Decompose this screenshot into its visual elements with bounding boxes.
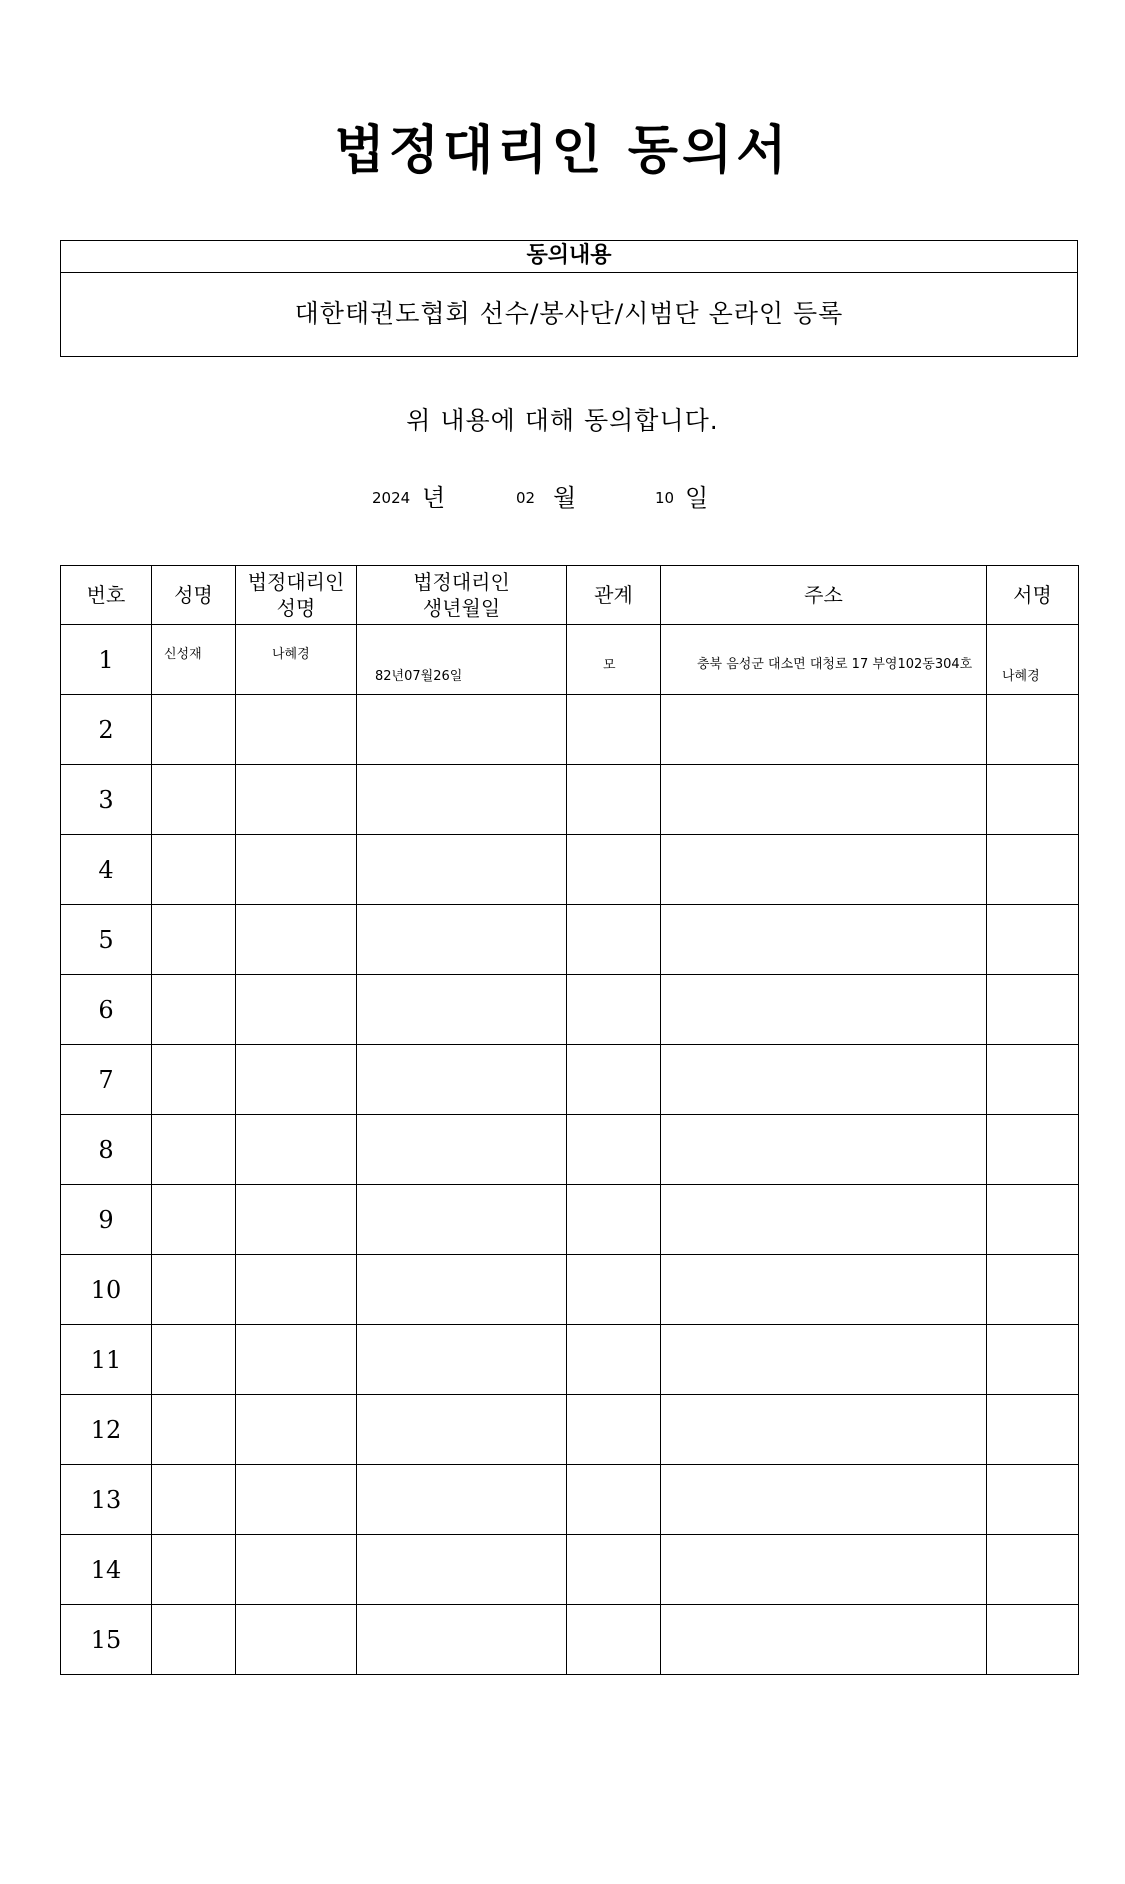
table-row — [61, 905, 1079, 975]
header-guardian-name-line2: 성명 — [276, 596, 316, 620]
cell-name — [152, 765, 236, 835]
cell-signature — [987, 1255, 1079, 1325]
cell-guardian-name — [236, 765, 357, 835]
cell-signature — [987, 1465, 1079, 1535]
cell-name — [152, 1465, 236, 1535]
cell-guardian-name — [236, 625, 357, 695]
guardian-roster-table — [60, 565, 1079, 1675]
row-number-cell: 12 — [61, 1395, 152, 1465]
table-header-row — [61, 566, 1079, 625]
cell-name — [152, 835, 236, 905]
cell-signature — [987, 695, 1079, 765]
cell-guardian-birth — [357, 1255, 567, 1325]
cell-address — [661, 695, 987, 765]
row-number-cell: 3 — [61, 765, 152, 835]
entry-address: 충북 음성군 대소면 대청로 17 부영102동304호 — [697, 657, 973, 672]
table-row — [61, 765, 1079, 835]
cell-name — [152, 1605, 236, 1675]
cell-relation — [567, 905, 661, 975]
cell-guardian-name — [236, 1395, 357, 1465]
cell-guardian-name — [236, 1115, 357, 1185]
date-year-unit: 년 — [422, 484, 446, 512]
row-number-cell: 14 — [61, 1535, 152, 1605]
cell-guardian-birth — [357, 1465, 567, 1535]
header-guardian-birth-line2: 생년월일 — [422, 596, 501, 620]
table-row — [61, 1465, 1079, 1535]
cell-name — [152, 1255, 236, 1325]
cell-guardian-birth — [357, 1395, 567, 1465]
cell-name — [152, 695, 236, 765]
cell-name — [152, 1045, 236, 1115]
header-signature: 서명 — [987, 566, 1079, 625]
cell-relation — [567, 1605, 661, 1675]
header-guardian-birth — [357, 566, 567, 625]
cell-relation — [567, 975, 661, 1045]
cell-signature — [987, 625, 1079, 695]
cell-signature — [987, 1395, 1079, 1465]
cell-name — [152, 1535, 236, 1605]
cell-signature — [987, 1045, 1079, 1115]
date-year: 2024 — [372, 489, 411, 507]
cell-relation — [567, 1045, 661, 1115]
cell-relation — [567, 1115, 661, 1185]
row-number-cell: 7 — [61, 1045, 152, 1115]
cell-guardian-name — [236, 1535, 357, 1605]
cell-name — [152, 1115, 236, 1185]
consent-content-body: 대한태권도협회 선수/봉사단/시범단 온라인 등록 — [294, 299, 844, 328]
row-number-cell: 11 — [61, 1325, 152, 1395]
cell-guardian-name — [236, 1045, 357, 1115]
consent-content-box — [60, 240, 1078, 357]
cell-relation — [567, 835, 661, 905]
header-guardian-name-line1: 법정대리인 — [247, 570, 345, 594]
cell-relation — [567, 1465, 661, 1535]
cell-address — [661, 1115, 987, 1185]
cell-address — [661, 905, 987, 975]
cell-signature — [987, 765, 1079, 835]
cell-guardian-birth — [357, 905, 567, 975]
row-number-cell: 9 — [61, 1185, 152, 1255]
date-month: 02 — [516, 489, 536, 507]
cell-guardian-birth — [357, 695, 567, 765]
consent-content-header: 동의내용 — [61, 241, 1077, 273]
cell-guardian-birth — [357, 765, 567, 835]
table-row — [61, 1045, 1079, 1115]
cell-address — [661, 975, 987, 1045]
cell-address — [661, 835, 987, 905]
cell-address — [661, 1605, 987, 1675]
cell-name — [152, 1325, 236, 1395]
cell-signature — [987, 1325, 1079, 1395]
header-name: 성명 — [152, 566, 236, 625]
cell-address — [661, 1395, 987, 1465]
row-number-cell: 6 — [61, 975, 152, 1045]
table-row — [61, 1115, 1079, 1185]
cell-address — [661, 765, 987, 835]
cell-guardian-birth — [357, 1535, 567, 1605]
cell-name — [152, 1185, 236, 1255]
cell-guardian-name — [236, 1605, 357, 1675]
cell-name — [152, 1395, 236, 1465]
cell-guardian-name — [236, 1325, 357, 1395]
row-number-cell: 10 — [61, 1255, 152, 1325]
cell-relation — [567, 1395, 661, 1465]
cell-signature — [987, 1535, 1079, 1605]
cell-guardian-birth — [357, 1115, 567, 1185]
cell-guardian-birth — [357, 1325, 567, 1395]
cell-guardian-birth — [357, 625, 567, 695]
cell-name — [152, 625, 236, 695]
table-row — [61, 1325, 1079, 1395]
cell-address — [661, 1465, 987, 1535]
header-guardian-name — [236, 566, 357, 625]
entry-relation: 모 — [603, 658, 616, 673]
entry-name: 신성재 — [164, 647, 202, 662]
cell-guardian-name — [236, 1185, 357, 1255]
cell-signature — [987, 835, 1079, 905]
cell-guardian-name — [236, 1465, 357, 1535]
cell-relation — [567, 695, 661, 765]
cell-address — [661, 1045, 987, 1115]
cell-address — [661, 1535, 987, 1605]
cell-relation — [567, 1255, 661, 1325]
table-row — [61, 625, 1079, 695]
table-row — [61, 1605, 1079, 1675]
row-number-cell: 13 — [61, 1465, 152, 1535]
table-row — [61, 975, 1079, 1045]
cell-guardian-birth — [357, 975, 567, 1045]
date-day-unit: 일 — [685, 484, 709, 512]
cell-signature — [987, 1605, 1079, 1675]
cell-address — [661, 1255, 987, 1325]
cell-relation — [567, 1185, 661, 1255]
header-address: 주소 — [661, 566, 987, 625]
cell-guardian-name — [236, 905, 357, 975]
table-row — [61, 1535, 1079, 1605]
cell-guardian-birth — [357, 1605, 567, 1675]
cell-address — [661, 1325, 987, 1395]
cell-guardian-name — [236, 975, 357, 1045]
cell-signature — [987, 905, 1079, 975]
table-row — [61, 835, 1079, 905]
cell-guardian-name — [236, 1255, 357, 1325]
cell-guardian-birth — [357, 1185, 567, 1255]
cell-relation — [567, 1535, 661, 1605]
row-number-cell: 5 — [61, 905, 152, 975]
row-number-cell: 2 — [61, 695, 152, 765]
row-number-cell: 4 — [61, 835, 152, 905]
entry-guardian-birth: 82년07월26일 — [375, 669, 463, 684]
cell-relation — [567, 765, 661, 835]
cell-guardian-birth — [357, 835, 567, 905]
header-relation: 관계 — [567, 566, 661, 625]
header-no: 번호 — [61, 566, 152, 625]
table-row — [61, 1255, 1079, 1325]
cell-guardian-birth — [357, 1045, 567, 1115]
entry-signature: 나혜경 — [1002, 669, 1040, 684]
row-number-cell: 15 — [61, 1605, 152, 1675]
document-title: 법정대리인 동의서 — [334, 121, 791, 181]
cell-address — [661, 625, 987, 695]
cell-signature — [987, 975, 1079, 1045]
cell-name — [152, 975, 236, 1045]
table-row — [61, 695, 1079, 765]
cell-guardian-name — [236, 695, 357, 765]
cell-signature — [987, 1115, 1079, 1185]
cell-relation — [567, 625, 661, 695]
cell-signature — [987, 1185, 1079, 1255]
row-number-cell: 8 — [61, 1115, 152, 1185]
cell-guardian-name — [236, 835, 357, 905]
table-row — [61, 1185, 1079, 1255]
agreement-statement: 위 내용에 대해 동의합니다. — [406, 406, 719, 435]
entry-guardian-name: 나혜경 — [272, 647, 310, 662]
date-day: 10 — [655, 489, 675, 507]
cell-name — [152, 905, 236, 975]
cell-address — [661, 1185, 987, 1255]
cell-relation — [567, 1325, 661, 1395]
date-month-unit: 월 — [553, 484, 577, 512]
table-row — [61, 1395, 1079, 1465]
header-guardian-birth-line1: 법정대리인 — [413, 570, 510, 594]
row-number-cell: 1 — [61, 625, 152, 695]
